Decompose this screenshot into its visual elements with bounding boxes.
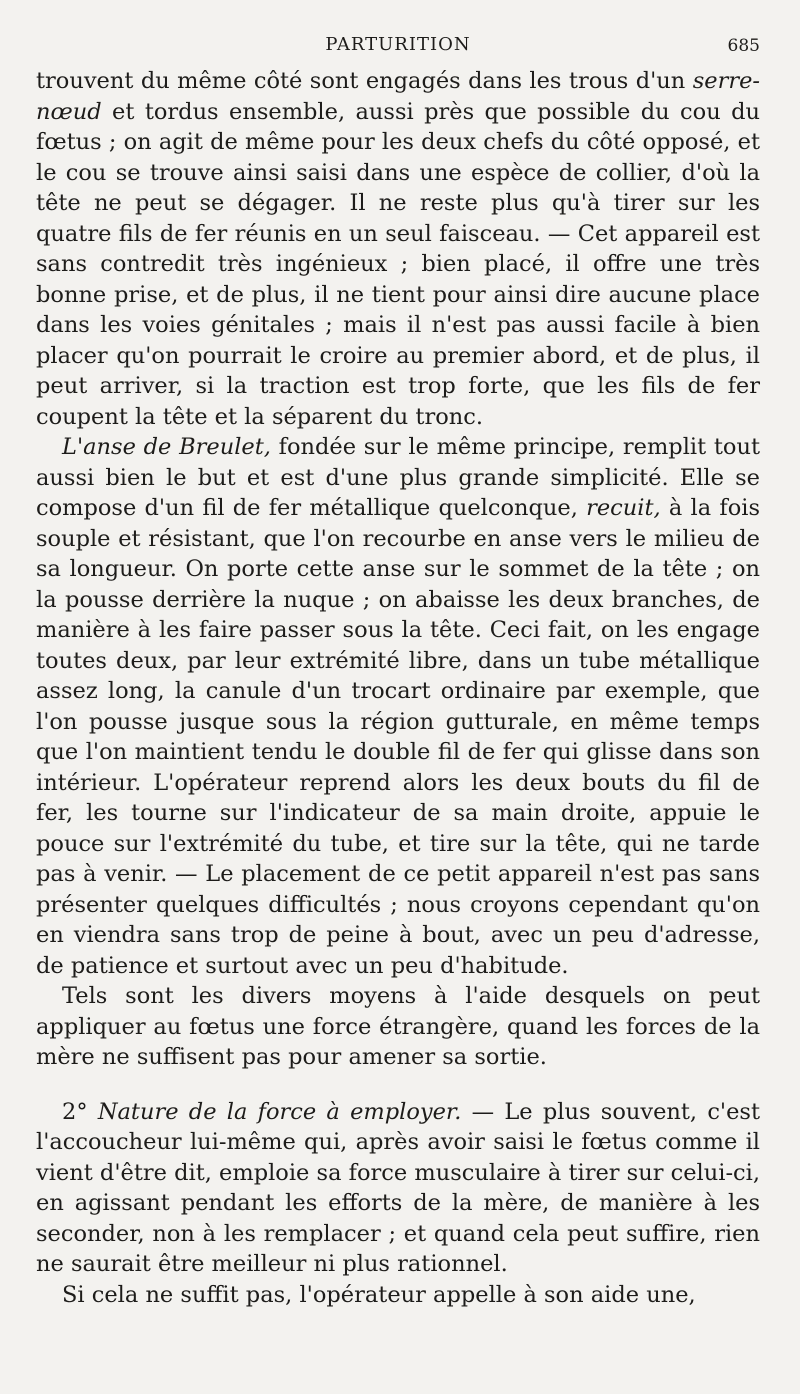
text-segment: — Le plus souvent, c'est l'accoucheur lui-même qui, après avoir saisi le fœtus comme il vient d'être dit, emploie sa force musculaire à tirer sur celui-ci, en agissant pendant les efforts de la mère, de manière à les seconder, non à les remplacer ; et quand cela peut suffire, rien ne saurait être meilleur ni plus rationnel. (36, 1098, 761, 1277)
paragraph-section-2 (36, 1097, 760, 1280)
page-number: 685 (727, 36, 760, 56)
body-text (36, 66, 760, 1310)
italic-term-anse-de-breulet: L'anse de Breulet, (62, 434, 271, 460)
text-segment: Si cela ne suffit pas, l'opérateur appelle à son aide une, (62, 1281, 696, 1308)
text-segment: à la fois souple et résistant, que l'on recourbe en anse vers le milieu de sa longueur. On porte cette anse sur le sommet de la tête ; on la pousse derrière la nuque ; on abaisse les deux branches, de manière à les faire passer sous la tête. Ceci fait, on les engage toutes deux, par leur extrémité libre, dans un tube métallique assez long, la canule d'un trocart ordinaire par exemple, que l'on pousse jusque sous la région gutturale, en même temps que l'on maintient tendu le double fil de fer qui glisse dans son intérieur. L'opérateur reprend alors les deux bouts du fil de fer, les tourne sur l'indicateur de sa main droite, appuie le pouce sur l'extrémité du tube, et tire sur la tête, qui ne tarde pas à venir. — Le placement de ce petit appareil n'est pas sans présenter quelques difficultés ; nous croyons cependant qu'on en viendra sans trop de peine à bout, avec un peu d'adresse, de patience et surtout avec un peu d'habitude. (36, 495, 760, 979)
text-segment: fondée sur le même principe, remplit tout aussi bien le but et est d'une plus grande simplicité. Elle se compose d'un fil de fer métallique quelconque, (36, 434, 760, 521)
text-segment: et tordus ensemble, aussi près que possible du cou du fœtus ; on agit de même pour les deux chefs du côté opposé, et le cou se trouve ainsi saisi dans une espèce de collier, d'où la tête ne peut se dégager. Il ne reste plus qu'à tirer sur les quatre fils de fer réunis en un seul faisceau. — Cet appareil est sans contredit très ingénieux ; bien placé, il offre une très bonne prise, et de plus, il ne tient pour ainsi dire aucune place dans les voies génitales ; mais il n'est pas aussi facile à bien placer qu'on pourrait le croire au premier abord, et de plus, il peut arriver, si la traction est trop forte, que les fils de fer coupent la tête et la séparent du tronc. (36, 98, 760, 430)
text-segment: Tels sont les divers moyens à l'aide desquels on peut appliquer au fœtus une force étrangère, quand les forces de la mère ne suffisent pas pour amener sa sortie. (36, 983, 760, 1070)
page-header (36, 30, 760, 66)
paragraph-anse-de-breulet (36, 432, 760, 981)
paragraph-continuation (36, 66, 760, 432)
italic-term-serre-noeud: serre-nœud (36, 68, 760, 125)
section-heading: Nature de la force à employer. (97, 1098, 462, 1125)
running-title: PARTURITION (325, 34, 471, 55)
text-segment: trouvent du même côté sont engagés dans les trous d'un (36, 68, 693, 94)
italic-term-recuit: recuit, (586, 495, 661, 521)
paragraph-last (36, 1280, 760, 1311)
paragraph-summary (36, 981, 760, 1073)
section-number: 2° (62, 1098, 98, 1125)
